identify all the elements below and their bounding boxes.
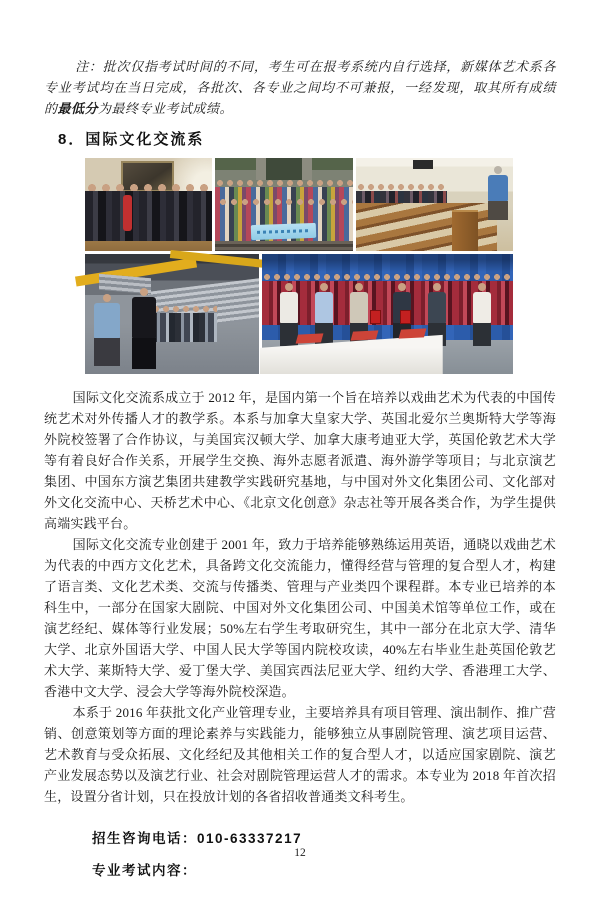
photo5-official-2-shirt [315, 292, 333, 323]
exam-content-heading: 专业考试内容： [92, 863, 197, 878]
photo4-group-bodies [151, 313, 217, 341]
photo2-banner-text-marks [257, 229, 310, 234]
photo-indoor-group [85, 158, 212, 251]
note-text-end: 为最终专业考试成绩。 [98, 101, 234, 116]
photo2-blue-banner [251, 223, 316, 240]
photo-collage [85, 158, 513, 374]
paragraph-major-intro: 国际文化交流专业创建于 2001 年，致力于培养能够熟练运用英语，通晓以戏曲艺术为代表的中西方文化艺术，具备跨文化交流能力，懂得经营与管理的复合型人才，构建了语言类、文化艺术类、交流与传播类、管理与产业类四个课程群。本专业已培养的本科生中，一部分在国家大剧院、中国对外文化集团公司、中国美术馆等单位工作，或在演艺经纪、媒体等行业发展；50%左右学生考取研究生，其中一部分在北京大学、清华大学、北京外国语大学、中国人民大学等国内院校攻读，40%左右毕业生赴英国伦敦艺术大学、莱斯特大学、爱丁堡大学、美国宾西法尼亚大学、纽约大学、香港理工大学、香港中文大学、浸会大学等海外院校深造。 [44, 537, 556, 699]
photo-arena-visit [85, 254, 259, 374]
note-text-start: 注：批次仅指考试时间的不同，考生可在报考系统内自行选择，新媒体艺术系各专业考试均在当日完成，各批次、各专业之间均不可兼报，一经发现，取其所有成绩的 [44, 59, 556, 116]
photo5-official-6-head [478, 283, 486, 291]
photo4-photographer-legs [94, 338, 120, 365]
photo5-red-certificate-1 [370, 310, 381, 324]
photo3-podium [452, 210, 479, 251]
photo3-lecturer-head [494, 166, 502, 174]
photo5-official-6-legs [473, 323, 491, 347]
photo4-photographer-figure [94, 294, 120, 366]
photo4-visitor-group [151, 304, 217, 341]
photo4-photographer-head [103, 294, 111, 302]
photo4-photographer-jacket [94, 303, 120, 339]
photo3-lecturer [488, 166, 508, 220]
page-number: 12 [294, 847, 306, 859]
photo1-crowd [85, 182, 212, 241]
document-page [0, 56, 600, 904]
photo5-official-2-head [320, 283, 328, 291]
photo4-foreground-figure-shirt [132, 297, 156, 338]
photo4-group-heads [151, 304, 217, 313]
photo5-official-6-shirt [473, 292, 491, 323]
paragraph-department-intro: 国际文化交流系成立于 2012 年，是国内第一个旨在培养以戏曲艺术为代表的中国传统艺术对外传播人才的教学系。本系与加拿大皇家大学、英国北爱尔兰奥斯特大学等海外院校签署了合作协议，与美国宾汉顿大学、加拿大康考迪亚大学，英国伦敦艺术大学等有着良好合作关系，开展学生交换、海外志愿者派遣、海外游学等项目；与北京演艺集团、中国东方演艺集团共建教学实践研究基地，与中国对外文化集团公司、文化部对外文化交流中心、天桥艺术中心、《北京文化创意》杂志社等开展各类合作，为学生提供高端实践平台。 [44, 390, 556, 531]
photo5-official-5-head [433, 283, 441, 291]
photo2-steps [215, 241, 353, 251]
collage-bottom-row [85, 254, 513, 374]
photo5-name-card-3 [399, 328, 427, 338]
photo5-official-4-head [398, 283, 406, 291]
photo5-official-6 [473, 283, 491, 347]
photo5-name-card-1 [296, 333, 324, 343]
photo4-foreground-figure-legs [132, 338, 156, 370]
photo5-official-3-shirt [350, 292, 368, 323]
photo5-performers-heads [262, 272, 513, 281]
photo5-official-3-head [355, 283, 363, 291]
photo1-red-figure [123, 195, 132, 231]
collage-top-row [85, 158, 513, 251]
photo5-red-certificate-2 [400, 310, 411, 324]
photo3-students-heads [356, 182, 447, 191]
note-bold-text: 最低分 [57, 101, 99, 116]
section-heading: 8．国际文化交流系 [58, 131, 205, 148]
photo-steps-group [215, 158, 353, 251]
photo5-official-1-shirt [280, 292, 298, 323]
photo5-official-1-head [285, 283, 293, 291]
admission-phone-number: 010-63337217 [197, 831, 303, 846]
paragraph-management-major: 本系于 2016 年获批文化产业管理专业，主要培养具有项目管理、演出制作、推广营销、创意策划等方面的理论素养与实践能力，能够独立从事剧院管理、演艺项目运营、艺术教育与受众拓展、文化经纪及其他相关工作的复合型人才，以适应国家剧院、演艺产业发展态势以及演艺行业、社会对剧院管理运营人才的需求。本专业为 2018 年首次招生，设置分省计划，只在投放计划的各省招收普通类文科考生。 [44, 705, 556, 804]
admission-phone-label: 招生咨询电话： [92, 831, 197, 846]
photo-signing-ceremony [262, 254, 513, 374]
photo5-official-5-shirt [428, 292, 446, 323]
photo4-foreground-figure-head [140, 288, 148, 296]
photo2-crowd-heads-row2 [215, 197, 353, 206]
photo3-wall-screen [413, 160, 433, 169]
photo5-official-1 [280, 283, 298, 347]
admission-phone-line [92, 827, 600, 847]
note-paragraph [44, 56, 556, 119]
photo1-crowd-bodies [85, 191, 212, 241]
photo4-foreground-figure [132, 288, 156, 370]
photo-classroom-lecture [356, 158, 513, 251]
photo2-crowd-heads [215, 178, 353, 187]
photo3-lecturer-legs [488, 201, 508, 221]
photo3-lecturer-shirt [488, 175, 508, 200]
body-text [44, 387, 556, 807]
